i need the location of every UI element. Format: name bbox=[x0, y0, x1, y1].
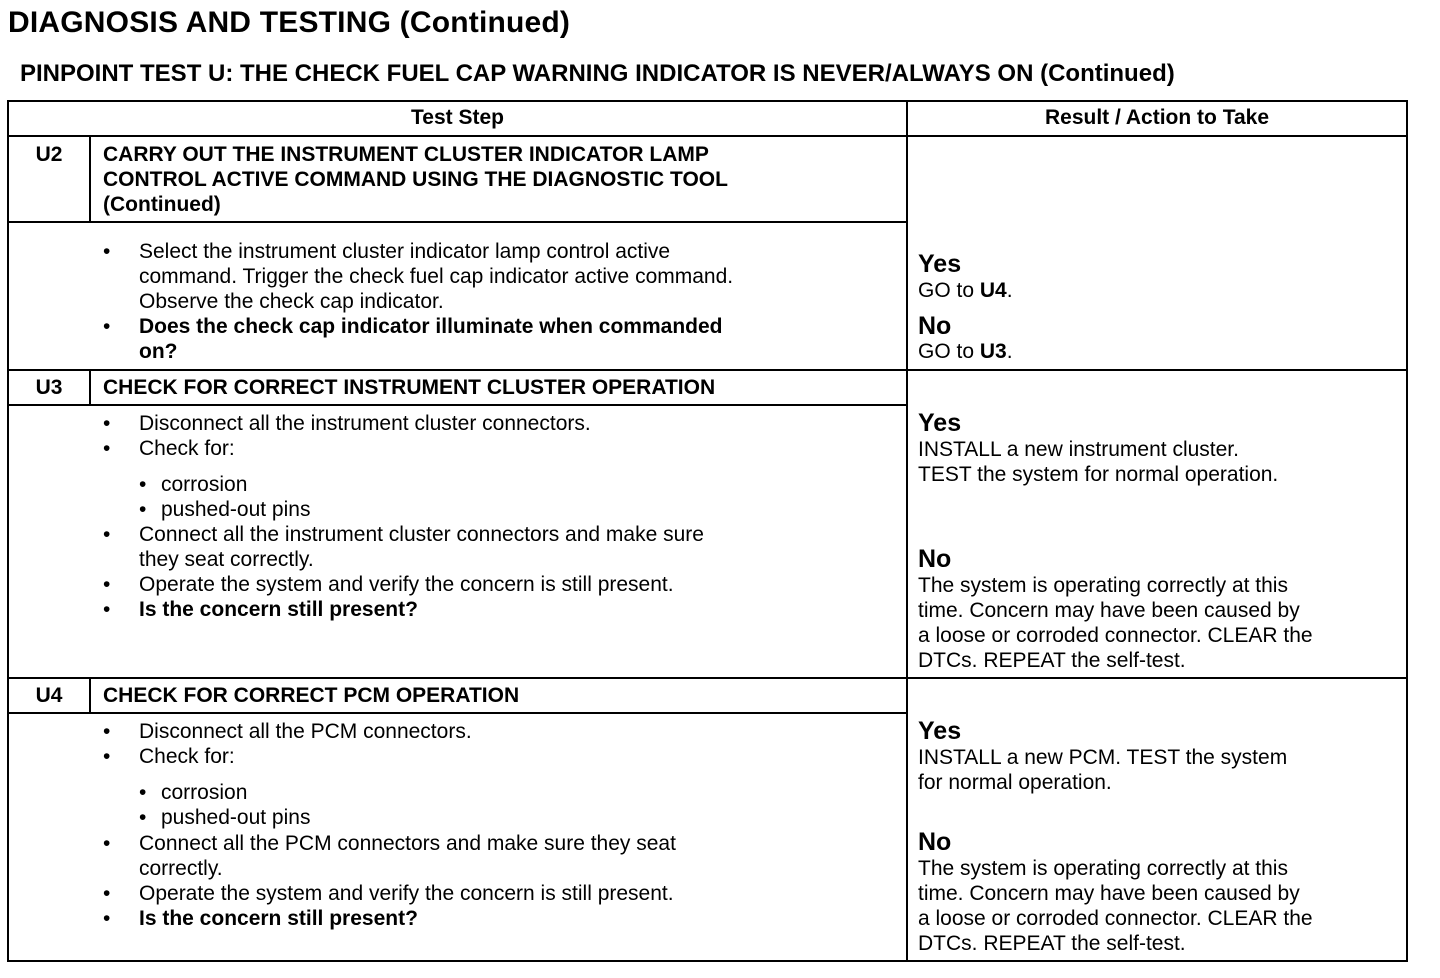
step-body-line: Connect all the instrument cluster connectors and make sure bbox=[139, 523, 704, 546]
u2-title-divider bbox=[7, 221, 908, 223]
bullet-marker: • bbox=[103, 745, 111, 768]
bullet-marker: • bbox=[103, 240, 111, 263]
step-title-u3: CHECK FOR CORRECT INSTRUMENT CLUSTER OPERATION bbox=[103, 376, 716, 399]
bullet-marker: • bbox=[103, 720, 111, 743]
no-action-line: The system is operating correctly at this bbox=[918, 857, 1288, 880]
row-divider-u4 bbox=[7, 677, 1408, 679]
bullet-marker: • bbox=[103, 437, 111, 460]
no-label: No bbox=[918, 828, 952, 856]
step-id-u3: U3 bbox=[35, 376, 63, 399]
step-body-line: Disconnect all the PCM connectors. bbox=[139, 720, 472, 743]
step-body-line: Operate the system and verify the concern is still present. bbox=[139, 573, 674, 596]
step-title-u4: CHECK FOR CORRECT PCM OPERATION bbox=[103, 684, 520, 707]
bullet-marker: • bbox=[103, 523, 111, 546]
header-test-step: Test Step bbox=[411, 106, 504, 129]
step-body-line: they seat correctly. bbox=[139, 548, 314, 571]
step-sub-item: corrosion bbox=[161, 781, 248, 804]
step-question-line: Does the check cap indicator illuminate when commanded bbox=[139, 315, 723, 338]
step-question-line: Is the concern still present? bbox=[139, 907, 418, 930]
step-question-line: Is the concern still present? bbox=[139, 598, 418, 621]
step-body-line: Observe the check cap indicator. bbox=[139, 290, 444, 313]
step-sub-item: pushed-out pins bbox=[161, 806, 311, 829]
u2-id-divider bbox=[89, 135, 91, 222]
u4-id-divider bbox=[89, 677, 91, 713]
sub-bullet-marker: • bbox=[139, 498, 147, 521]
bullet-marker: • bbox=[103, 573, 111, 596]
step-body-line: command. Trigger the check fuel cap indicator active command. bbox=[139, 265, 734, 288]
no-action-line: time. Concern may have been caused by bbox=[918, 882, 1300, 905]
step-title-line: CARRY OUT THE INSTRUMENT CLUSTER INDICATOR LAMP bbox=[103, 143, 709, 166]
row-divider-u3 bbox=[7, 369, 1408, 371]
step-question-line: on? bbox=[139, 340, 178, 363]
no-action-line: The system is operating correctly at this bbox=[918, 574, 1288, 597]
yes-action-line: for normal operation. bbox=[918, 771, 1112, 794]
sub-bullet-marker: • bbox=[139, 806, 147, 829]
table-border-left bbox=[7, 100, 9, 962]
go-to-target: U3 bbox=[979, 340, 1007, 363]
step-body-line: Check for: bbox=[139, 745, 235, 768]
step-title-line: CONTROL ACTIVE COMMAND USING THE DIAGNOSTIC TOOL bbox=[103, 168, 728, 191]
u4-title-divider bbox=[7, 712, 908, 714]
no-action-line: time. Concern may have been caused by bbox=[918, 599, 1300, 622]
sub-bullet-marker: • bbox=[139, 781, 147, 804]
bullet-marker: • bbox=[103, 832, 111, 855]
yes-label: Yes bbox=[918, 250, 962, 278]
u3-id-divider bbox=[89, 369, 91, 405]
header-divider bbox=[7, 135, 1408, 137]
yes-action-line: INSTALL a new PCM. TEST the system bbox=[918, 746, 1288, 769]
step-id-u4: U4 bbox=[35, 684, 63, 707]
no-label: No bbox=[918, 312, 952, 340]
yes-label: Yes bbox=[918, 409, 962, 437]
yes-action-line: INSTALL a new instrument cluster. bbox=[918, 438, 1239, 461]
table-border-right bbox=[1406, 100, 1408, 962]
bullet-marker: • bbox=[103, 315, 111, 338]
step-body-line: correctly. bbox=[139, 857, 223, 880]
no-action: GO to U3. bbox=[918, 340, 1013, 363]
step-title-line: (Continued) bbox=[103, 193, 221, 216]
yes-action: GO to U4. bbox=[918, 279, 1013, 302]
step-body-line: Check for: bbox=[139, 437, 235, 460]
no-action-line: DTCs. REPEAT the self-test. bbox=[918, 932, 1186, 955]
sub-bullet-marker: • bbox=[139, 473, 147, 496]
u3-title-divider bbox=[7, 404, 908, 406]
table-border-bottom bbox=[7, 960, 1408, 962]
step-body-line: Operate the system and verify the concern is still present. bbox=[139, 882, 674, 905]
bullet-marker: • bbox=[103, 907, 111, 930]
step-body-line: Disconnect all the instrument cluster connectors. bbox=[139, 412, 591, 435]
header-result-action: Result / Action to Take bbox=[1044, 106, 1270, 129]
step-body-line: Connect all the PCM connectors and make sure they seat bbox=[139, 832, 676, 855]
step-sub-item: corrosion bbox=[161, 473, 248, 496]
no-action-line: DTCs. REPEAT the self-test. bbox=[918, 649, 1186, 672]
page-title: DIAGNOSIS AND TESTING (Continued) bbox=[8, 6, 571, 39]
step-id-u2: U2 bbox=[35, 143, 63, 166]
go-to-target: U4 bbox=[979, 279, 1007, 302]
pinpoint-test-title: PINPOINT TEST U: THE CHECK FUEL CAP WARNING INDICATOR IS NEVER/ALWAYS ON (Continued) bbox=[20, 60, 1175, 87]
column-divider bbox=[906, 100, 908, 962]
bullet-marker: • bbox=[103, 412, 111, 435]
bullet-marker: • bbox=[103, 882, 111, 905]
bullet-marker: • bbox=[103, 598, 111, 621]
step-body-line: Select the instrument cluster indicator lamp control active bbox=[139, 240, 671, 263]
yes-label: Yes bbox=[918, 717, 962, 745]
no-action-line: a loose or corroded connector. CLEAR the bbox=[918, 907, 1313, 930]
no-action-line: a loose or corroded connector. CLEAR the bbox=[918, 624, 1313, 647]
step-sub-item: pushed-out pins bbox=[161, 498, 311, 521]
table-border-top bbox=[7, 100, 1408, 102]
yes-action-line: TEST the system for normal operation. bbox=[918, 463, 1279, 486]
no-label: No bbox=[918, 545, 952, 573]
